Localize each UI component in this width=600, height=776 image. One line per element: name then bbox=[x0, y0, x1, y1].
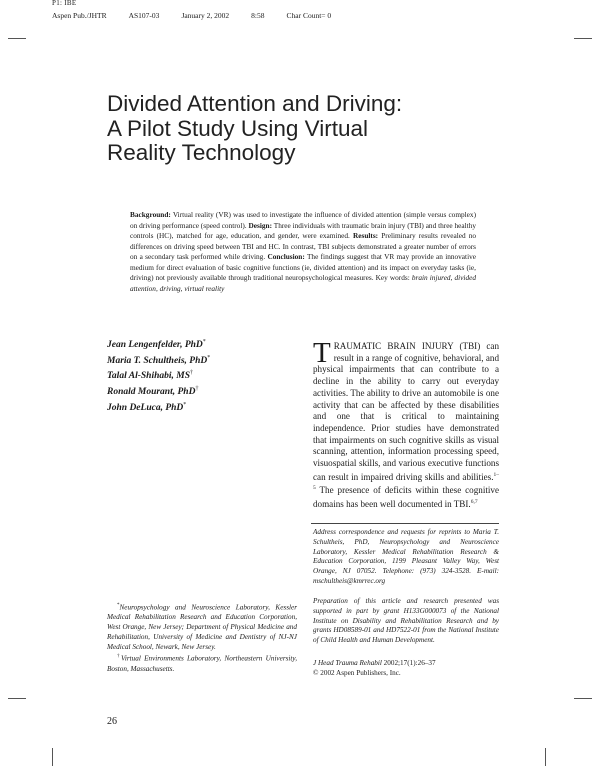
abstract-conclusion-label: Conclusion: bbox=[267, 252, 305, 261]
title-line: A Pilot Study Using Virtual bbox=[107, 115, 368, 141]
author: Maria T. Schultheis, PhD* bbox=[107, 354, 211, 366]
header-char-count: Char Count= 0 bbox=[286, 11, 332, 20]
abstract bbox=[130, 210, 476, 294]
copyright: © 2002 Aspen Publishers, Inc. bbox=[313, 669, 401, 677]
author: Ronald Mourant, PhD† bbox=[107, 385, 199, 398]
abstract-results: Preliminary results revealed no differences on driving speed between TBI and HC. In contrast, TBI subjects demonstrated a greater number of errors on a secondary task performed while driving. bbox=[130, 231, 477, 261]
abstract-design-label: Design: bbox=[248, 220, 272, 230]
reference-mark: 6,7 bbox=[470, 499, 478, 506]
abstract-conclusion: The findings suggest that VR may provide an innovative medium for direct evaluation of basic cognitive functions (ie, divided attention) and its impact on everyday tasks (ie, driving) not previously available through traditional neuropsychological measures. Key words: bbox=[130, 252, 476, 282]
header-article-id: AS107-03 bbox=[128, 11, 160, 20]
affiliations bbox=[107, 601, 297, 674]
abstract-design: Three individuals with traumatic brain injury (TBI) and three healthy controls (HC), matched for age, education, and gender, were examined. bbox=[130, 220, 476, 240]
journal-details: 2002;17(1):26–37 bbox=[381, 659, 436, 667]
abstract-keywords: brain injured, divided attention, driving, virtual reality bbox=[130, 273, 476, 293]
crop-mark bbox=[545, 748, 546, 766]
footnote-divider bbox=[311, 523, 499, 524]
crop-mark bbox=[8, 38, 26, 39]
correspondence-note: Address correspondence and requests for reprints to Maria T. Schultheis, PhD, Neuropsychology and Neuroscience Laboratory, Kessler Medical Rehabilitation Research & Education Corporation, 1199 Pleasant Valley Way, West Orange, NJ 07052. Telephone: (973) 324-3528. E-mail: mschultheis@kmrrec.org bbox=[313, 528, 499, 585]
title-line: Reality Technology bbox=[107, 140, 296, 165]
author: Talal Al-Shihabi, MS† bbox=[107, 370, 193, 382]
header-tag: P1: IBE bbox=[52, 0, 77, 7]
author-list bbox=[107, 336, 297, 414]
author: John DeLuca, PhD* bbox=[107, 401, 187, 413]
crop-mark bbox=[8, 698, 26, 699]
crop-mark bbox=[52, 748, 53, 766]
drop-cap: T bbox=[313, 337, 331, 369]
body-text-2: The presence of deficits within these cognitive domains has been well documented in TBI. bbox=[313, 485, 499, 510]
header-publisher: Aspen Pub./JHTR bbox=[52, 11, 107, 20]
affiliation: †Virtual Environments Laboratory, Northeastern University, Boston, Massachusetts. bbox=[107, 654, 297, 673]
article-title bbox=[107, 92, 527, 166]
body-paragraph bbox=[313, 337, 500, 511]
abstract-background-label: Background: bbox=[130, 210, 171, 219]
page-number: 26 bbox=[107, 716, 117, 727]
running-header bbox=[52, 11, 353, 20]
header-time: 8:58 bbox=[251, 11, 265, 20]
body-lead: RAUMATIC BRAIN INJURY bbox=[333, 341, 454, 351]
reference-mark: 1–5 bbox=[313, 471, 499, 492]
affiliation: *Neuropsychology and Neuroscience Laboratory, Kessler Medical Rehabilitation Research and Education Corporation, West Orange, New Jersey; Department of Physical Medicine and Rehabilitation, University of Medicine and Dentistry of NJ-NJ Medical School, Newark, New Jersey. bbox=[107, 603, 297, 651]
crop-mark bbox=[574, 38, 592, 39]
crop-mark bbox=[574, 698, 592, 699]
abstract-background: Virtual reality (VR) was used to investigate the influence of divided attention (simple versus complex) on driving performance (speed control). bbox=[130, 210, 476, 230]
abstract-results-label: Results: bbox=[352, 231, 379, 240]
author: Jean Lengenfelder, PhD* bbox=[107, 339, 206, 351]
title-line: Divided Attention and Driving: bbox=[107, 91, 403, 116]
journal-name: J Head Trauma Rehabil bbox=[313, 659, 382, 667]
body-text-1: (TBI) can result in a range of cognitive, behavioral, and physical impairments that can contribute to a decline in the ability to carry out everyday activities. The ability to drive an automobile is one activity that can be affected by these disabilities and one that is critical to maintaining independence. Prior studies have demonstrated that impairments on such cognitive skills as visual scanning, attention, information processing speed, visuospatial skills, and various executive functions can result in impaired driving skills and abilities. bbox=[313, 341, 500, 482]
funding-note: Preparation of this article and research presented was supported in part by grant H133G000073 of the National Institute on Disability and Rehabilitation Research and by grants HD08589-01 and HD7522-01 from the National Institute of Child Health and Human Development. bbox=[313, 597, 499, 645]
header-date: January 2, 2002 bbox=[181, 11, 230, 20]
journal-citation bbox=[313, 658, 499, 678]
